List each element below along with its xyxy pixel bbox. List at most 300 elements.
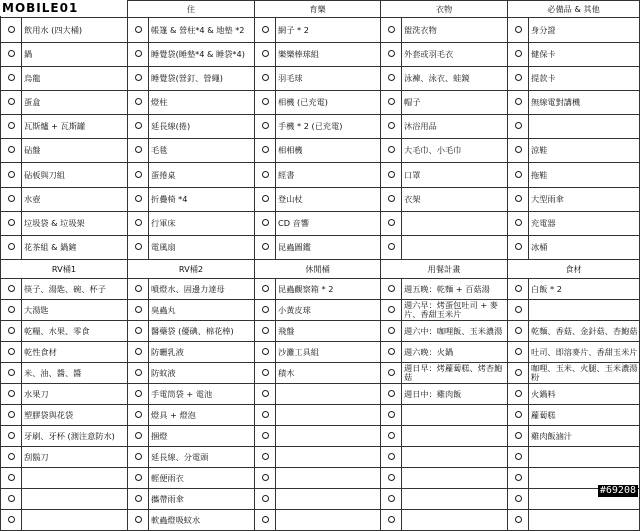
checkbox-cell[interactable] — [255, 384, 276, 405]
checkbox-cell[interactable] — [128, 279, 149, 300]
item-cell: 花茶組 & 鍋鏟 — [22, 236, 128, 260]
item-cell: 折疊椅 *4 — [149, 188, 255, 212]
checkbox-circle-icon[interactable] — [388, 432, 395, 439]
item-cell: 沙灘工具組 — [276, 342, 381, 363]
checkbox-circle-icon[interactable] — [8, 98, 15, 105]
checkbox-cell[interactable] — [128, 405, 149, 426]
item-cell: 乾性食材 — [22, 342, 128, 363]
checkbox-cell[interactable] — [508, 139, 529, 163]
item-cell — [402, 468, 508, 489]
item-cell: 週六早：烤蛋包吐司 + 麥片、香甜玉米片 — [402, 300, 508, 321]
checkbox-circle-icon[interactable] — [8, 306, 15, 313]
item-cell: 攜帶雨傘 — [149, 489, 255, 510]
checkbox-cell[interactable] — [1, 426, 22, 447]
checkbox-cell[interactable] — [508, 468, 529, 489]
checkbox-circle-icon[interactable] — [388, 285, 395, 292]
checkbox-cell[interactable] — [255, 139, 276, 163]
checkbox-cell[interactable] — [1, 321, 22, 342]
checkbox-cell[interactable] — [255, 91, 276, 115]
checkbox-circle-icon[interactable] — [135, 432, 142, 439]
checkbox-cell[interactable] — [255, 279, 276, 300]
checkbox-cell[interactable] — [128, 91, 149, 115]
item-cell: 週日早：烤蘿蔔糕、烤杏鮑菇 — [402, 363, 508, 384]
section1-row — [1, 163, 640, 188]
item-cell: 提款卡 — [529, 67, 640, 91]
checkbox-cell[interactable] — [508, 67, 529, 91]
checkbox-circle-icon[interactable] — [8, 495, 15, 502]
checkbox-cell[interactable] — [128, 212, 149, 236]
item-cell: 牙刷、牙杯 (測注意防水) — [22, 426, 128, 447]
checkbox-cell[interactable] — [1, 115, 22, 139]
checkbox-cell[interactable] — [381, 468, 402, 489]
checkbox-cell[interactable] — [128, 139, 149, 163]
item-cell: 米、油、醬、醬 — [22, 363, 128, 384]
checkbox-cell[interactable] — [255, 321, 276, 342]
checkbox-cell[interactable] — [1, 510, 22, 531]
checkbox-circle-icon[interactable] — [388, 219, 395, 226]
checkbox-cell[interactable] — [508, 426, 529, 447]
section2-header-cell: RV桶2 — [128, 260, 255, 279]
item-cell — [276, 447, 381, 468]
item-cell — [529, 447, 640, 468]
checkbox-cell[interactable] — [255, 447, 276, 468]
checkbox-cell[interactable] — [508, 91, 529, 115]
checkbox-circle-icon[interactable] — [262, 516, 269, 523]
checkbox-circle-icon[interactable] — [135, 348, 142, 355]
checkbox-cell[interactable] — [255, 43, 276, 67]
checkbox-circle-icon[interactable] — [135, 285, 142, 292]
checkbox-circle-icon[interactable] — [515, 411, 522, 418]
checkbox-cell[interactable] — [255, 468, 276, 489]
checkbox-circle-icon[interactable] — [135, 390, 142, 397]
checkbox-circle-icon[interactable] — [8, 411, 15, 418]
item-cell: 拖鞋 — [529, 163, 640, 188]
checkbox-cell[interactable] — [381, 163, 402, 188]
checkbox-circle-icon[interactable] — [515, 171, 522, 178]
checkbox-cell[interactable] — [128, 163, 149, 188]
checkbox-cell[interactable] — [508, 279, 529, 300]
checkbox-cell[interactable] — [128, 300, 149, 321]
checkbox-circle-icon[interactable] — [515, 369, 522, 376]
checkbox-circle-icon[interactable] — [262, 306, 269, 313]
item-cell: 毛毯 — [149, 139, 255, 163]
checkbox-cell[interactable] — [508, 212, 529, 236]
item-cell: 帳篷 & 營柱*4 & 地墊 *2 — [149, 18, 255, 43]
checkbox-cell[interactable] — [508, 447, 529, 468]
checkbox-circle-icon[interactable] — [515, 390, 522, 397]
item-cell: 臭蟲丸 — [149, 300, 255, 321]
checkbox-circle-icon[interactable] — [135, 146, 142, 153]
section2-row — [1, 510, 640, 531]
checkbox-cell[interactable] — [255, 426, 276, 447]
checkbox-circle-icon[interactable] — [515, 474, 522, 481]
checkbox-cell[interactable] — [1, 300, 22, 321]
checkbox-circle-icon[interactable] — [135, 453, 142, 460]
checkbox-circle-icon[interactable] — [8, 474, 15, 481]
item-cell: 烏龍 — [22, 67, 128, 91]
item-cell: 登山杖 — [276, 188, 381, 212]
item-cell — [529, 115, 640, 139]
checkbox-cell[interactable] — [381, 489, 402, 510]
checkbox-circle-icon[interactable] — [515, 219, 522, 226]
checkbox-circle-icon[interactable] — [135, 327, 142, 334]
checkbox-cell[interactable] — [508, 236, 529, 260]
checkbox-cell[interactable] — [255, 163, 276, 188]
item-cell: 瓦斯爐 + 瓦斯罐 — [22, 115, 128, 139]
checkbox-circle-icon[interactable] — [262, 243, 269, 250]
section2-row — [1, 300, 640, 321]
item-cell — [276, 510, 381, 531]
checkbox-circle-icon[interactable] — [8, 195, 15, 202]
checkbox-circle-icon[interactable] — [515, 50, 522, 57]
checkbox-circle-icon[interactable] — [515, 146, 522, 153]
checkbox-cell[interactable] — [255, 236, 276, 260]
checkbox-cell[interactable] — [128, 188, 149, 212]
item-cell: CD 音響 — [276, 212, 381, 236]
checkbox-circle-icon[interactable] — [262, 390, 269, 397]
checkbox-cell[interactable] — [381, 279, 402, 300]
item-cell: 積木 — [276, 363, 381, 384]
checkbox-circle-icon[interactable] — [515, 348, 522, 355]
item-cell — [402, 405, 508, 426]
checkbox-cell[interactable] — [381, 43, 402, 67]
item-cell — [402, 212, 508, 236]
item-cell: 垃圾袋 & 垃圾架 — [22, 212, 128, 236]
checkbox-circle-icon[interactable] — [388, 390, 395, 397]
section2-header-cell: 休閒桶 — [255, 260, 381, 279]
item-cell: 大毛巾、小毛巾 — [402, 139, 508, 163]
checkbox-cell[interactable] — [255, 342, 276, 363]
checkbox-circle-icon[interactable] — [388, 243, 395, 250]
checkbox-circle-icon[interactable] — [515, 122, 522, 129]
checkbox-circle-icon[interactable] — [388, 411, 395, 418]
item-cell: 大型雨傘 — [529, 188, 640, 212]
checkbox-cell[interactable] — [381, 321, 402, 342]
checkbox-cell[interactable] — [381, 363, 402, 384]
checkbox-circle-icon[interactable] — [262, 122, 269, 129]
section1-row — [1, 67, 640, 91]
checkbox-circle-icon[interactable] — [262, 411, 269, 418]
checkbox-circle-icon[interactable] — [8, 26, 15, 33]
checkbox-circle-icon[interactable] — [135, 369, 142, 376]
checkbox-circle-icon[interactable] — [135, 98, 142, 105]
checkbox-circle-icon[interactable] — [515, 495, 522, 502]
checkbox-circle-icon[interactable] — [8, 219, 15, 226]
item-cell — [276, 405, 381, 426]
item-cell — [402, 426, 508, 447]
checkbox-cell[interactable] — [1, 405, 22, 426]
checkbox-cell[interactable] — [1, 18, 22, 43]
checkbox-cell[interactable] — [381, 212, 402, 236]
checkbox-circle-icon[interactable] — [515, 285, 522, 292]
item-cell: 衣架 — [402, 188, 508, 212]
item-cell: 輕便雨衣 — [149, 468, 255, 489]
item-cell: 無線電對講機 — [529, 91, 640, 115]
checkbox-cell[interactable] — [381, 510, 402, 531]
checkbox-circle-icon[interactable] — [135, 74, 142, 81]
checkbox-circle-icon[interactable] — [515, 195, 522, 202]
checkbox-cell[interactable] — [1, 279, 22, 300]
checkbox-cell[interactable] — [381, 447, 402, 468]
item-cell: 昆蟲圖鑑 — [276, 236, 381, 260]
checkbox-circle-icon[interactable] — [388, 98, 395, 105]
checkbox-cell[interactable] — [128, 18, 149, 43]
checkbox-cell[interactable] — [508, 405, 529, 426]
checkbox-circle-icon[interactable] — [8, 453, 15, 460]
checkbox-circle-icon[interactable] — [135, 26, 142, 33]
checkbox-cell[interactable] — [255, 115, 276, 139]
checkbox-cell[interactable] — [255, 489, 276, 510]
checkbox-circle-icon[interactable] — [8, 285, 15, 292]
checkbox-circle-icon[interactable] — [388, 306, 395, 313]
checkbox-cell[interactable] — [508, 115, 529, 139]
checkbox-cell[interactable] — [1, 447, 22, 468]
checkbox-cell[interactable] — [128, 447, 149, 468]
checkbox-circle-icon[interactable] — [515, 453, 522, 460]
checkbox-cell[interactable] — [255, 67, 276, 91]
checkbox-circle-icon[interactable] — [8, 390, 15, 397]
checkbox-circle-icon[interactable] — [8, 432, 15, 439]
item-cell — [22, 489, 128, 510]
checkbox-circle-icon[interactable] — [135, 243, 142, 250]
checkbox-circle-icon[interactable] — [388, 453, 395, 460]
checkbox-circle-icon[interactable] — [8, 348, 15, 355]
checkbox-cell[interactable] — [255, 300, 276, 321]
checkbox-circle-icon[interactable] — [8, 327, 15, 334]
checkbox-cell[interactable] — [508, 321, 529, 342]
section2-row — [1, 447, 640, 468]
checkbox-circle-icon[interactable] — [8, 50, 15, 57]
item-cell: 相機 (已充電) — [276, 91, 381, 115]
checkbox-circle-icon[interactable] — [8, 74, 15, 81]
checkbox-circle-icon[interactable] — [262, 348, 269, 355]
checkbox-circle-icon[interactable] — [262, 219, 269, 226]
checkbox-cell[interactable] — [1, 342, 22, 363]
checkbox-circle-icon[interactable] — [388, 171, 395, 178]
item-cell: 燈具 + 燈泡 — [149, 405, 255, 426]
checkbox-circle-icon[interactable] — [515, 432, 522, 439]
checkbox-cell[interactable] — [255, 363, 276, 384]
checkbox-circle-icon[interactable] — [262, 432, 269, 439]
checkbox-cell[interactable] — [1, 163, 22, 188]
checkbox-circle-icon[interactable] — [8, 369, 15, 376]
checkbox-circle-icon[interactable] — [8, 243, 15, 250]
checkbox-cell[interactable] — [1, 67, 22, 91]
section2-row — [1, 426, 640, 447]
checkbox-circle-icon[interactable] — [262, 453, 269, 460]
item-cell: 相相機 — [276, 139, 381, 163]
checkbox-circle-icon[interactable] — [135, 306, 142, 313]
checkbox-cell[interactable] — [255, 188, 276, 212]
item-cell: 塑膠袋與花袋 — [22, 405, 128, 426]
section2-header-cell: 用餐計畫 — [381, 260, 508, 279]
checkbox-circle-icon[interactable] — [388, 146, 395, 153]
checkbox-cell[interactable] — [128, 115, 149, 139]
checkbox-circle-icon[interactable] — [388, 50, 395, 57]
checkbox-cell[interactable] — [128, 43, 149, 67]
checkbox-cell[interactable] — [508, 188, 529, 212]
checkbox-circle-icon[interactable] — [135, 122, 142, 129]
checkbox-circle-icon[interactable] — [262, 74, 269, 81]
checkbox-cell[interactable] — [1, 489, 22, 510]
section2-row — [1, 279, 640, 300]
checkbox-cell[interactable] — [1, 139, 22, 163]
section1-row — [1, 139, 640, 163]
checkbox-cell[interactable] — [381, 384, 402, 405]
checkbox-circle-icon[interactable] — [515, 98, 522, 105]
item-cell — [276, 468, 381, 489]
checkbox-cell[interactable] — [508, 300, 529, 321]
checkbox-cell[interactable] — [1, 43, 22, 67]
item-cell: 乾糧、水果、零食 — [22, 321, 128, 342]
checkbox-cell[interactable] — [128, 384, 149, 405]
item-cell: 雞肉飯滷汁 — [529, 426, 640, 447]
item-cell: 白飯 * 2 — [529, 279, 640, 300]
section1-header-cell: 育樂 — [255, 1, 381, 18]
checkbox-cell[interactable] — [508, 163, 529, 188]
checkbox-circle-icon[interactable] — [135, 50, 142, 57]
checkbox-circle-icon[interactable] — [515, 306, 522, 313]
checkbox-cell[interactable] — [508, 363, 529, 384]
checkbox-cell[interactable] — [508, 489, 529, 510]
checkbox-cell[interactable] — [128, 489, 149, 510]
checkbox-cell[interactable] — [1, 384, 22, 405]
checkbox-circle-icon[interactable] — [262, 146, 269, 153]
checkbox-cell[interactable] — [1, 468, 22, 489]
section2-row — [1, 468, 640, 489]
checkbox-cell[interactable] — [255, 18, 276, 43]
checkbox-cell[interactable] — [128, 426, 149, 447]
checkbox-circle-icon[interactable] — [388, 348, 395, 355]
item-cell: 咖哩、玉米、火腿、玉米濃湯粉 — [529, 363, 640, 384]
checkbox-circle-icon[interactable] — [262, 495, 269, 502]
checkbox-circle-icon[interactable] — [135, 219, 142, 226]
checkbox-cell[interactable] — [508, 510, 529, 531]
checkbox-circle-icon[interactable] — [262, 171, 269, 178]
checkbox-cell[interactable] — [128, 236, 149, 260]
checkbox-cell[interactable] — [1, 188, 22, 212]
checkbox-circle-icon[interactable] — [388, 369, 395, 376]
checkbox-cell[interactable] — [255, 212, 276, 236]
checkbox-circle-icon[interactable] — [135, 516, 142, 523]
checkbox-circle-icon[interactable] — [515, 74, 522, 81]
checkbox-circle-icon[interactable] — [135, 171, 142, 178]
checkbox-cell[interactable] — [128, 510, 149, 531]
item-cell: 週日中：雞肉飯 — [402, 384, 508, 405]
item-cell: 泳褲、泳衣、蛙鏡 — [402, 67, 508, 91]
checkbox-cell[interactable] — [128, 363, 149, 384]
checkbox-circle-icon[interactable] — [8, 122, 15, 129]
item-cell — [276, 426, 381, 447]
checkbox-circle-icon[interactable] — [262, 474, 269, 481]
item-cell — [22, 510, 128, 531]
checkbox-circle-icon[interactable] — [135, 195, 142, 202]
checkbox-cell[interactable] — [255, 405, 276, 426]
checkbox-circle-icon[interactable] — [388, 495, 395, 502]
checkbox-circle-icon[interactable] — [388, 122, 395, 129]
checkbox-circle-icon[interactable] — [262, 285, 269, 292]
checkbox-circle-icon[interactable] — [135, 495, 142, 502]
checkbox-cell[interactable] — [381, 236, 402, 260]
checkbox-circle-icon[interactable] — [515, 327, 522, 334]
checkbox-cell[interactable] — [128, 342, 149, 363]
item-cell: 睡覺袋(營釘、營繩) — [149, 67, 255, 91]
checkbox-circle-icon[interactable] — [515, 26, 522, 33]
checkbox-circle-icon[interactable] — [135, 411, 142, 418]
checkbox-cell[interactable] — [128, 67, 149, 91]
checkbox-cell[interactable] — [381, 115, 402, 139]
checkbox-cell[interactable] — [508, 384, 529, 405]
checkbox-circle-icon[interactable] — [262, 195, 269, 202]
checkbox-circle-icon[interactable] — [262, 327, 269, 334]
item-cell: 帽子 — [402, 91, 508, 115]
section2-row — [1, 489, 640, 510]
checkbox-cell[interactable] — [381, 188, 402, 212]
checkbox-circle-icon[interactable] — [388, 474, 395, 481]
checkbox-cell[interactable] — [381, 67, 402, 91]
checkbox-circle-icon[interactable] — [515, 243, 522, 250]
item-cell: 週六中：咖哩飯、玉米濃湯 — [402, 321, 508, 342]
mobile01-logo: MOBILE01 — [0, 0, 127, 16]
item-cell: 防曬乳液 — [149, 342, 255, 363]
checkbox-cell[interactable] — [508, 342, 529, 363]
checkbox-circle-icon[interactable] — [388, 26, 395, 33]
item-cell: 外套或羽毛衣 — [402, 43, 508, 67]
checkbox-circle-icon[interactable] — [262, 26, 269, 33]
section1-row — [1, 236, 640, 260]
checkbox-circle-icon[interactable] — [262, 50, 269, 57]
checkbox-circle-icon[interactable] — [8, 171, 15, 178]
item-cell: 涼鞋 — [529, 139, 640, 163]
checkbox-circle-icon[interactable] — [262, 369, 269, 376]
checkbox-cell[interactable] — [508, 18, 529, 43]
checkbox-cell[interactable] — [381, 342, 402, 363]
section2-header-cell: RV桶1 — [1, 260, 128, 279]
section2-row — [1, 342, 640, 363]
item-cell — [402, 510, 508, 531]
checkbox-circle-icon[interactable] — [8, 146, 15, 153]
checkbox-circle-icon[interactable] — [262, 98, 269, 105]
checkbox-cell[interactable] — [128, 468, 149, 489]
checkbox-circle-icon[interactable] — [515, 516, 522, 523]
checkbox-cell[interactable] — [1, 91, 22, 115]
checkbox-cell[interactable] — [381, 300, 402, 321]
item-cell: 醫藥袋 (優碘、棉花棒) — [149, 321, 255, 342]
item-cell — [402, 447, 508, 468]
checkbox-cell[interactable] — [381, 91, 402, 115]
item-cell: 軟蟲燈吸蚊水 — [149, 510, 255, 531]
checkbox-cell[interactable] — [255, 510, 276, 531]
checkbox-cell[interactable] — [381, 405, 402, 426]
section1-row — [1, 43, 640, 67]
item-cell: 網子 * 2 — [276, 18, 381, 43]
checkbox-cell[interactable] — [1, 212, 22, 236]
item-cell: 充電器 — [529, 212, 640, 236]
checkbox-circle-icon[interactable] — [8, 516, 15, 523]
checkbox-cell[interactable] — [381, 18, 402, 43]
checkbox-circle-icon[interactable] — [388, 516, 395, 523]
checkbox-cell[interactable] — [508, 43, 529, 67]
checkbox-circle-icon[interactable] — [388, 74, 395, 81]
checkbox-cell[interactable] — [1, 363, 22, 384]
checkbox-circle-icon[interactable] — [388, 195, 395, 202]
checkbox-cell[interactable] — [381, 139, 402, 163]
checkbox-circle-icon[interactable] — [135, 474, 142, 481]
checkbox-cell[interactable] — [128, 321, 149, 342]
checkbox-cell[interactable] — [1, 236, 22, 260]
checkbox-circle-icon[interactable] — [388, 327, 395, 334]
checkbox-cell[interactable] — [381, 426, 402, 447]
